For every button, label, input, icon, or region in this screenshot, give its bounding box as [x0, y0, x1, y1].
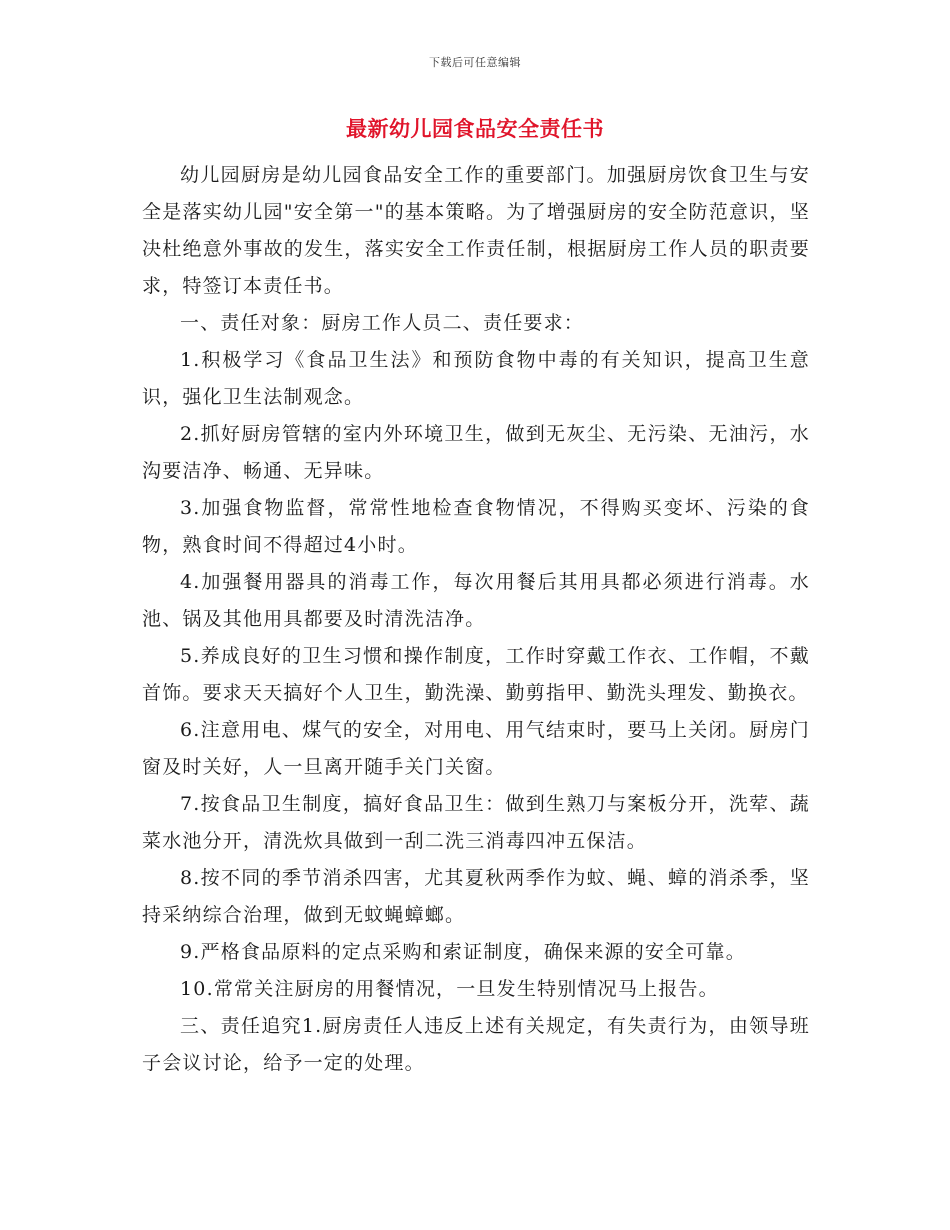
header-note: 下载后可任意编辑	[429, 56, 521, 69]
requirement-item-7: 7.按食品卫生制度，搞好食品卫生：做到生熟刀与案板分开，洗荤、蔬菜水池分开，清洗炊具做到一刮二洗三消毒四冲五保洁。	[142, 793, 810, 852]
intro-paragraph: 幼儿园厨房是幼儿园食品安全工作的重要部门。加强厨房饮食卫生与安全是落实幼儿园"安全第一"的基本策略。为了增强厨房的安全防范意识，坚决杜绝意外事故的发生，落实安全工作责任制，根据厨房工作人员的职责要求，特签订本责任书。	[142, 164, 810, 297]
requirement-item-8: 8.按不同的季节消杀四害，尤其夏秋两季作为蚊、蝇、蟑的消杀季，坚持采纳综合治理，做到无蚊蝇蟑螂。	[142, 867, 810, 926]
accountability-paragraph: 三、责任追究1.厨房责任人违反上述有关规定，有失责行为，由领导班子会议讨论，给予一定的处理。	[142, 1015, 810, 1074]
requirement-item-6: 6.注意用电、煤气的安全，对用电、用气结束时，要马上关闭。厨房门窗及时关好，人一旦离开随手关门关窗。	[142, 719, 810, 778]
requirement-item-9: 9.严格食品原料的定点采购和索证制度，确保来源的安全可靠。	[180, 941, 746, 963]
document-body	[142, 157, 810, 1082]
section-heading-responsibility: 一、责任对象：厨房工作人员二、责任要求：	[180, 312, 585, 334]
document-title: 最新幼儿园食品安全责任书	[346, 116, 604, 141]
requirement-item-5: 5.养成良好的卫生习惯和操作制度，工作时穿戴工作衣、工作帽，不戴首饰。要求天天搞好个人卫生，勤洗澡、勤剪指甲、勤洗头理发、勤换衣。	[142, 645, 810, 704]
requirement-item-10: 10.常常关注厨房的用餐情况，一旦发生特别情况马上报告。	[180, 978, 719, 1000]
requirement-item-1: 1.积极学习《食品卫生法》和预防食物中毒的有关知识，提高卫生意识，强化卫生法制观念。	[142, 349, 810, 408]
requirement-item-3: 3.加强食物监督，常常性地检查食物情况，不得购买变坏、污染的食物，熟食时间不得超过4小时。	[142, 497, 810, 556]
requirement-item-2: 2.抓好厨房管辖的室内外环境卫生，做到无灰尘、无污染、无油污，水沟要洁净、畅通、无异味。	[142, 423, 810, 482]
requirement-item-4: 4.加强餐用器具的消毒工作，每次用餐后其用具都必须进行消毒。水池、锅及其他用具都要及时清洗洁净。	[142, 571, 810, 630]
